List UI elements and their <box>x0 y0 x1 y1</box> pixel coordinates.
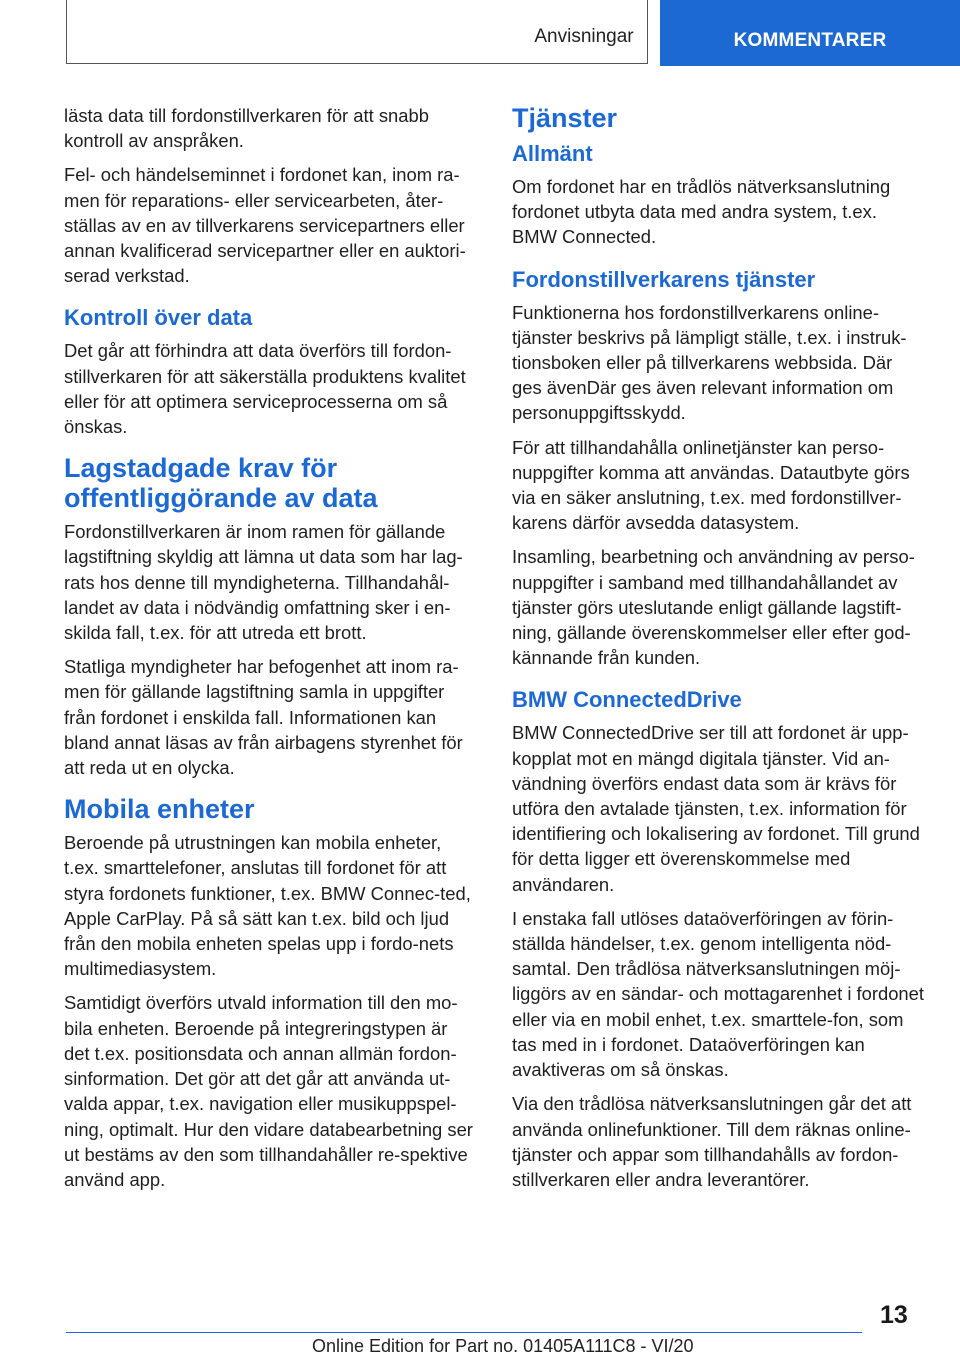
left-column <box>64 103 478 1201</box>
paragraph: Beroende på utrustningen kan mobila enheter, t.ex. smarttelefoner, anslutas till fordonet för att styra fordonets funktioner, t.ex. BMW Connec-ted, Apple CarPlay. På så sätt kan t.ex. bild och ljud från den mobila enheten spelas upp i fordo-nets multimediasystem. <box>64 832 471 980</box>
paragraph: BMW ConnectedDrive ser till att fordonet är upp-kopplat mot en mängd digitala tjänster. Vid an-vändning överförs endast data som är krävs för utföra den avtalade tjänsten, t.ex. information för identifiering och lokalisering av fordonet. Till grund för detta ligger ett överenskommelse med användaren. <box>512 722 920 895</box>
section-heading: Allmänt <box>512 141 593 166</box>
chapter-heading: Mobila enheter <box>64 794 255 825</box>
section-heading: BMW ConnectedDrive <box>512 687 742 713</box>
chapter-heading: Tjänster <box>512 103 618 133</box>
paragraph: Om fordonet har en trådlös nätverksanslutning fordonet utbyta data med andra system, t.ex. BMW Connected. <box>512 176 891 248</box>
paragraph: Samtidigt överförs utvald information till den mo-bila enheten. Beroende på integreringstypen är det t.ex. positionsdata och annan allmän fordon-sinformation. Det gör att det går att använda ut-valda appar, t.ex. navigation eller musikuppspel-ning, optimalt. Hur den vidare databearbetning ser ut bestäms av den som tillhandahåller re-spektive använd app. <box>64 992 473 1190</box>
page-number: 13 <box>880 1301 908 1329</box>
tab-anvisningar[interactable]: Anvisningar <box>534 26 634 47</box>
paragraph: För att tillhandahålla onlinetjänster kan perso-nuppgifter komma att användas. Datautbyte görs via en säker anslutning, t.ex. med fordonstillver-karens därför avsedda datasystem. <box>512 436 910 534</box>
paragraph: Funktionerna hos fordonstillverkarens online-tjänster beskrivs på lämpligt ställe, t.ex. i instruk-tionsboken eller på tillverkarens webbsida. Där ges ävenDär ges även relevant information om personuppgiftsskydd. <box>512 301 907 424</box>
paragraph: I enstaka fall utlöses dataöverföringen av förin-ställda händelser, t.ex. genom intelligenta nöd-samtal. Den trådlösa nätverksanslutningen möj-liggörs av en sändar- och mottagarenhet i fordonet eller via en mobil enhet, t.ex. smarttele-fon, som tas med in i fordonet. Dataöverföringen kan avaktiveras om så önskas. <box>512 907 924 1081</box>
section-heading: Kontroll över data <box>64 305 253 331</box>
paragraph: Fel- och händelseminnet i fordonet kan, inom ra-men för reparations- eller servicearbeten, åter-ställas av en av tillverkarens servicepartners eller annan kvalificerad servicepartner eller en auktori-serad verkstad. <box>64 164 466 287</box>
section-heading: Fordonstillverkarens tjänster <box>512 266 816 292</box>
paragraph: Fordonstillverkaren är inom ramen för gällande lagstiftning skyldig att lämna ut data som har lag-rats hos denne till myndigheterna. Tillhandahål-landet av data i nödvändig omfattning sker i en-skilda fall, t.ex. för att utreda ett brott. <box>64 521 463 644</box>
paragraph: Via den trådlösa nätverksanslutningen går det att använda onlinefunktioner. Till dem räknas online-tjänster och appar som tillhandahålls av fordon-stillverkaren eller andra leverantörer. <box>512 1093 912 1190</box>
paragraph: Statliga myndigheter har befogenhet att inom ra-men för gällande lagstiftning samla in uppgifter från fordonet i enskilda fall. Informationen kan bland annat läsas av från airbagens styrenhet för att reda ut en olycka. <box>64 656 463 779</box>
chapter-heading: Lagstadgade krav för offentliggörande av data <box>64 453 378 514</box>
paragraph: Det går att förhindra att data överförs till fordon-stillverkaren för att säkerställa produktens kvalitet eller för att optimera serviceprocesserna om så önskas. <box>64 340 466 438</box>
paragraph: lästa data till fordonstillverkaren för att snabb kontroll av anspråken. <box>64 105 429 152</box>
tab-kommentarer-label: KOMMENTARER <box>733 30 887 51</box>
paragraph: Insamling, bearbetning och användning av perso-nuppgifter i samband med tillhandahållandet av tjänster görs uteslutande enligt gällande lagstift-ning, gällande överenskommelser eller efter god-kännande från kunden. <box>512 546 915 669</box>
tab-kommentarer[interactable] <box>660 0 960 66</box>
edition-footer: Online Edition for Part no. 01405A111C8 - VI/20 <box>312 1336 694 1356</box>
right-column <box>512 103 926 1201</box>
footer-divider <box>66 1332 862 1333</box>
